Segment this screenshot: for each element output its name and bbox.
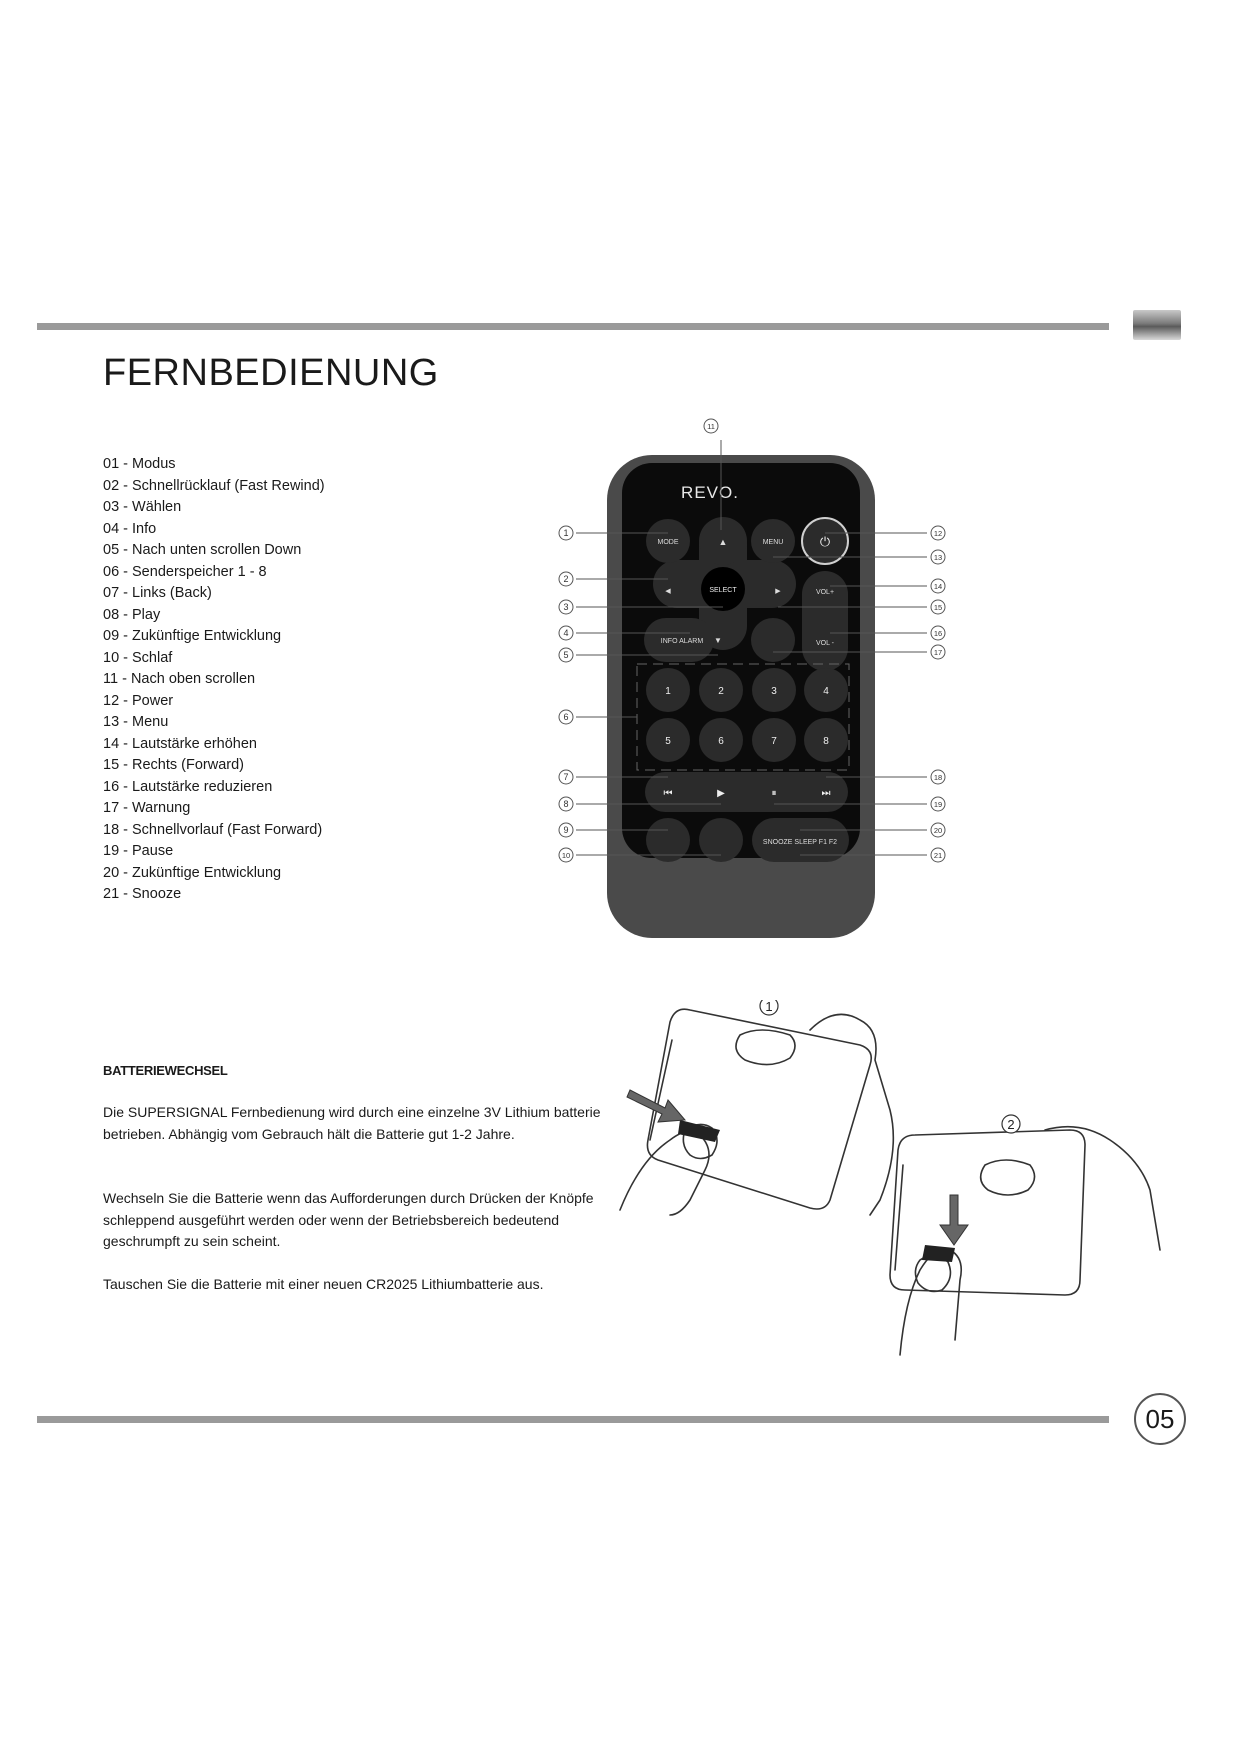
battery-paragraph-2: Wechseln Sie die Batterie wenn das Aufforderungen durch Drücken der Knöpfe schleppend ausgeführt werden oder wenn der Betriebsbereich bedeutend geschrumpft zu sein scheint. <box>103 1190 594 1249</box>
digit-label: 8 <box>823 736 829 747</box>
pause-icon[interactable]: ⏸ <box>771 788 777 799</box>
legend-item: 05 - Nach unten scrollen Down <box>103 542 302 558</box>
page-number: 05 <box>1134 1393 1186 1445</box>
mode-label: MODE <box>657 539 679 546</box>
button-legend-list <box>103 454 325 906</box>
legend-item: 10 - Schlaf <box>103 649 173 666</box>
legend-item: 11 - Nach oben scrollen <box>103 671 256 687</box>
digit-label: 4 <box>823 686 829 697</box>
warning-button[interactable] <box>751 618 795 662</box>
up-arrow-icon: ▲ <box>718 537 728 547</box>
select-label: SELECT <box>709 587 737 594</box>
page-title: FERNBEDIENUNG <box>103 352 439 394</box>
legend-item: 12 - Power <box>103 692 174 709</box>
power-icon: ⏻ <box>819 534 831 549</box>
callout-label: 17 <box>933 648 943 657</box>
legend-item: 18 - Schnellvorlauf (Fast Forward) <box>103 821 323 838</box>
legend-item: 20 - Zukünftige Entwicklung <box>103 864 282 881</box>
digit-label: 1 <box>665 686 671 697</box>
left-arrow-icon: ◀ <box>665 588 671 595</box>
callout-label: 19 <box>933 800 943 809</box>
callout-label: 7 <box>563 772 569 782</box>
callout-label: 6 <box>563 712 569 722</box>
digit-label: 6 <box>718 736 724 747</box>
rewind-icon[interactable]: ⏮ <box>663 788 673 799</box>
hand-left-2 <box>900 1249 961 1355</box>
callout-label: 1 <box>563 528 569 538</box>
brand-logo: REVO. <box>681 483 739 502</box>
legend-item: 21 - Snooze <box>103 886 182 902</box>
step-label: 2 <box>1007 1117 1015 1132</box>
hand-right-1 <box>810 1014 893 1215</box>
callout-label: 3 <box>563 602 569 612</box>
callout-label: 4 <box>563 628 569 638</box>
header-tab-marker <box>1133 310 1181 340</box>
battery-heading: BATTERIEWECHSEL <box>103 1063 228 1078</box>
legend-item: 14 - Lautstärke erhöhen <box>103 735 257 752</box>
digit-label: 7 <box>771 736 777 747</box>
digit-label: 3 <box>771 686 777 697</box>
battery-tray-1 <box>678 1120 720 1142</box>
callout-label: 13 <box>933 553 943 562</box>
battery-paragraph-1: Die SUPERSIGNAL Fernbedienung wird durch eine einzelne 3V Lithium batterie betrieben. Abhängig vom Gebrauch hält die Batterie gut 1-2 Jahre. <box>103 1104 601 1142</box>
digit-label: 2 <box>718 686 724 697</box>
callout-label: 2 <box>563 574 569 584</box>
callout-label: 9 <box>563 825 569 835</box>
callout-label: 10 <box>561 851 571 860</box>
top-rule <box>37 323 1109 330</box>
vol-up-label: VOL+ <box>815 589 835 596</box>
callout-label: 16 <box>933 629 943 638</box>
legend-item: 15 - Rechts (Forward) <box>103 757 245 773</box>
legend-item: 02 - Schnellrücklauf (Fast Rewind) <box>103 477 325 494</box>
battery-replacement-illustration <box>615 1000 1170 1365</box>
legend-item: 01 - Modus <box>103 456 176 472</box>
legend-item: 17 - Warnung <box>103 800 191 816</box>
callout-label: 21 <box>933 851 943 860</box>
remote-control-illustration <box>540 405 980 950</box>
legend-item: 16 - Lautstärke reduzieren <box>103 778 273 795</box>
hand-left-1 <box>620 1131 709 1215</box>
info-alarm-label: INFO ALARM <box>660 638 704 645</box>
transport-bar <box>645 772 848 812</box>
callout-label: 5 <box>563 650 569 660</box>
callout-label: 15 <box>933 603 943 612</box>
legend-item: 09 - Zukünftige Entwicklung <box>103 628 282 644</box>
menu-label: MENU <box>762 539 784 546</box>
battery-tray-2 <box>922 1245 955 1262</box>
play-icon[interactable]: ▶ <box>717 788 725 799</box>
digit-label: 5 <box>665 736 671 747</box>
legend-item: 07 - Links (Back) <box>103 585 212 601</box>
legend-item: 13 - Menu <box>103 714 169 730</box>
legend-item: 08 - Play <box>103 606 161 623</box>
remote-outline-1 <box>647 1009 871 1209</box>
arrow-2-icon <box>940 1195 968 1245</box>
right-arrow-icon: ▶ <box>775 588 781 595</box>
legend-item: 03 - Wählen <box>103 499 182 515</box>
callout-label: 8 <box>563 799 569 809</box>
callout-label: 14 <box>933 582 943 591</box>
legend-item: 19 - Pause <box>103 843 174 859</box>
callout-label: 18 <box>933 773 943 782</box>
down-arrow-icon: ▼ <box>714 636 722 645</box>
step-label: 1 <box>765 1000 773 1014</box>
callout-label: 12 <box>933 529 943 538</box>
fast-forward-icon[interactable]: ⏭ <box>821 788 831 799</box>
callout-label: 11 <box>707 422 715 431</box>
thumb-right-2 <box>981 1160 1035 1195</box>
legend-item: 06 - Senderspeicher 1 - 8 <box>103 563 267 580</box>
remote-edge-1 <box>650 1040 672 1140</box>
callout-label: 20 <box>933 826 943 835</box>
thumb-right-1 <box>736 1030 795 1065</box>
vol-down-label: VOL - <box>815 640 835 647</box>
legend-item: 04 - Info <box>103 520 157 537</box>
hand-right-2 <box>1045 1127 1160 1250</box>
bottom-rule <box>37 1416 1109 1423</box>
snooze-sleep-label: SNOOZE SLEEP F1 F2 <box>762 839 838 846</box>
battery-paragraph-3: Tauschen Sie die Batterie mit einer neuen CR2025 Lithiumbatterie aus. <box>103 1276 544 1292</box>
